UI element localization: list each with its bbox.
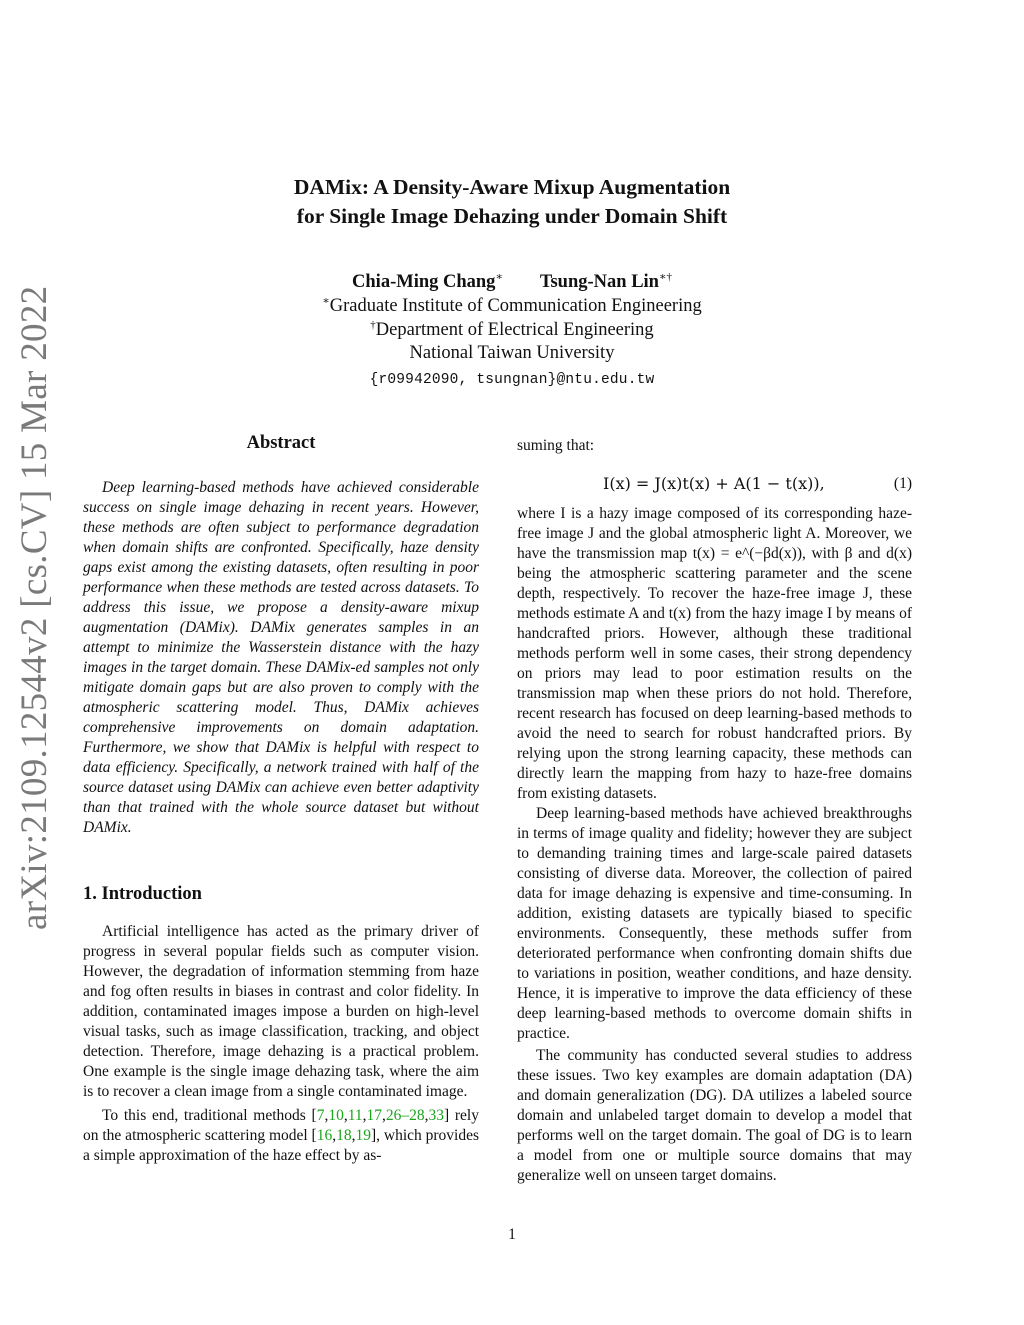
intro-p2-text-b: ] rely on the atmospheric scattering model [ [83, 1107, 479, 1144]
paper-title [0, 173, 1024, 231]
equation-1 [517, 456, 912, 512]
right-lead-text: suming that: [517, 437, 595, 454]
right-paragraph-3: The community has conducted several studies to address these issues. Two key examples are domain adaptation (DA) and domain generalization (DG). DA utilizes a labeled source domain and unlabeled target domain to develop a model that performs well on the target domain. The goal of DG is to learn a model from one or multiple source domains that may generalize well on unseen target domains. [517, 1047, 912, 1184]
intro-paragraph-1: Artificial intelligence has acted as the primary driver of progress in several popular fields such as computer vision. However, the degradation of information stemming from haze and fog often results in biases in contrast and color fidelity. In addition, contaminated images impose a burden on high-level visual tasks, such as image classification, tracking, and object detection. Therefore, image dehazing is a practical problem. One example is the single image dehazing task, where the aim is to recover a clean image from a single contaminated image. [83, 923, 479, 1100]
affiliation-3: National Taiwan University [409, 343, 615, 363]
affiliation-1 [0, 295, 1024, 319]
affiliation-2-mark: † [370, 318, 376, 331]
citation-link[interactable]: 33 [428, 1107, 445, 1124]
intro-p2-text-c: ], which provides a simple approximation of the haze effect by as- [83, 1127, 480, 1164]
right-paragraph-2: Deep learning-based methods have achieved breakthroughs in terms of image quality and fidelity; however they are subject to demanding training times and large-scale paired datasets consisting of diverse data. Moreover, the collection of paired data for image dehazing is expensive and time-consuming. In addition, existing datasets are typically biased to specific environments. Consequently, these methods suffer from deteriorated performance when confronting domain shifts due to variations in position, weather conditions, and haze density. Hence, it is imperative to improve the data efficiency of these deep learning-based methods to overcome domain shifts in practice. [517, 805, 912, 1042]
author-email: {r09942090, tsungnan}@ntu.edu.tw [369, 372, 655, 388]
page-number: 1 [508, 1226, 516, 1243]
left-column [83, 433, 479, 1166]
intro-p2-text-a: To this end, traditional methods [ [102, 1107, 317, 1124]
affiliation-2 [0, 319, 1024, 343]
citation-link[interactable]: 26–28 [385, 1107, 425, 1124]
affiliation-1-text: Graduate Institute of Communication Engineering [329, 296, 702, 316]
title-line-1: DAMix: A Density-Aware Mixup Augmentation [293, 175, 731, 199]
title-line-2: for Single Image Dehazing under Domain Shift [296, 204, 728, 228]
abstract-text: Deep learning-based methods have achieved considerable success on single image dehazing in recent years. However, these methods are often subject to performance degradation when domain shifts are confronted. Specifically, haze density gaps exist among the existing datasets, often resulting in poor performance when these methods are tested across datasets. To address this issue, we propose a density-aware mixup augmentation (DAMix). DAMix generates samples in an attempt to minimize the Wasserstein distance with the hazy images in the target domain. These DAMix-ed samples not only mitigate domain gaps but are also proven to comply with the atmospheric scattering model. Thus, DAMix achieves comprehensive improvements on domain adaptation. Furthermore, we show that DAMix is helpful with respect to data efficiency. Specifically, a network trained with half of the source dataset using DAMix can achieve even better adaptivity than that trained with the whole source dataset but without DAMix. [83, 479, 479, 836]
equation-number: (1) [893, 475, 912, 492]
citation-link[interactable]: 16 [316, 1127, 333, 1144]
right-paragraph-1: where I is a hazy image composed of its corresponding haze-free image J and the global atmospheric light A. Moreover, we have the transmission map t(x) = e^(−βd(x)), with β and d(x) being the atmospheric scattering parameter and the scene depth, respectively. To recover the haze-free image J, these methods estimate A and t(x) from the hazy image I by means of handcrafted priors. However, although these traditional methods perform well in some cases, their strong dependency on priors may lead to poor estimation results on the transmission map when these priors do not hold. Therefore, recent research has focused on deep learning-based methods to avoid the need to search for robust handcrafted priors. By relying upon the strong learning capacity, these methods can directly learn the mapping from hazy to haze-free domains from existing datasets. [517, 505, 912, 802]
intro-paragraph-2: To this end, traditional methods [7,10,11,17,26–28,33] rely on the atmospheric scattering model [16,18,19], which provides a simple approximation of the haze effect by as- [83, 1107, 480, 1164]
citation-link[interactable]: 10 [328, 1107, 344, 1124]
author-2-mark: ∗† [658, 270, 672, 283]
citation-link[interactable]: 19 [355, 1127, 371, 1144]
citation-link[interactable]: 17 [366, 1107, 383, 1124]
citation-link[interactable]: 18 [336, 1127, 352, 1144]
arxiv-stamp: arXiv:2109.12544v2 [cs.CV] 15 Mar 2022 [14, 285, 55, 930]
equation-text: I(x) = J(x)t(x) + A(1 − t(x)), [603, 474, 825, 493]
right-column [517, 436, 912, 1186]
citation-link[interactable]: 7 [316, 1107, 325, 1124]
author-list [0, 271, 1024, 295]
affiliation-2-text: Department of Electrical Engineering [375, 320, 654, 340]
citation-link[interactable]: 11 [347, 1107, 363, 1124]
affiliation-1-mark: ∗ [322, 294, 330, 307]
abstract-body [83, 478, 479, 838]
author-2: Tsung-Nan Lin [539, 272, 659, 292]
author-1: Chia-Ming Chang [352, 272, 496, 292]
abstract-heading: Abstract [246, 433, 316, 453]
intro-heading: 1. Introduction [83, 884, 202, 904]
author-1-mark: ∗ [495, 270, 503, 283]
